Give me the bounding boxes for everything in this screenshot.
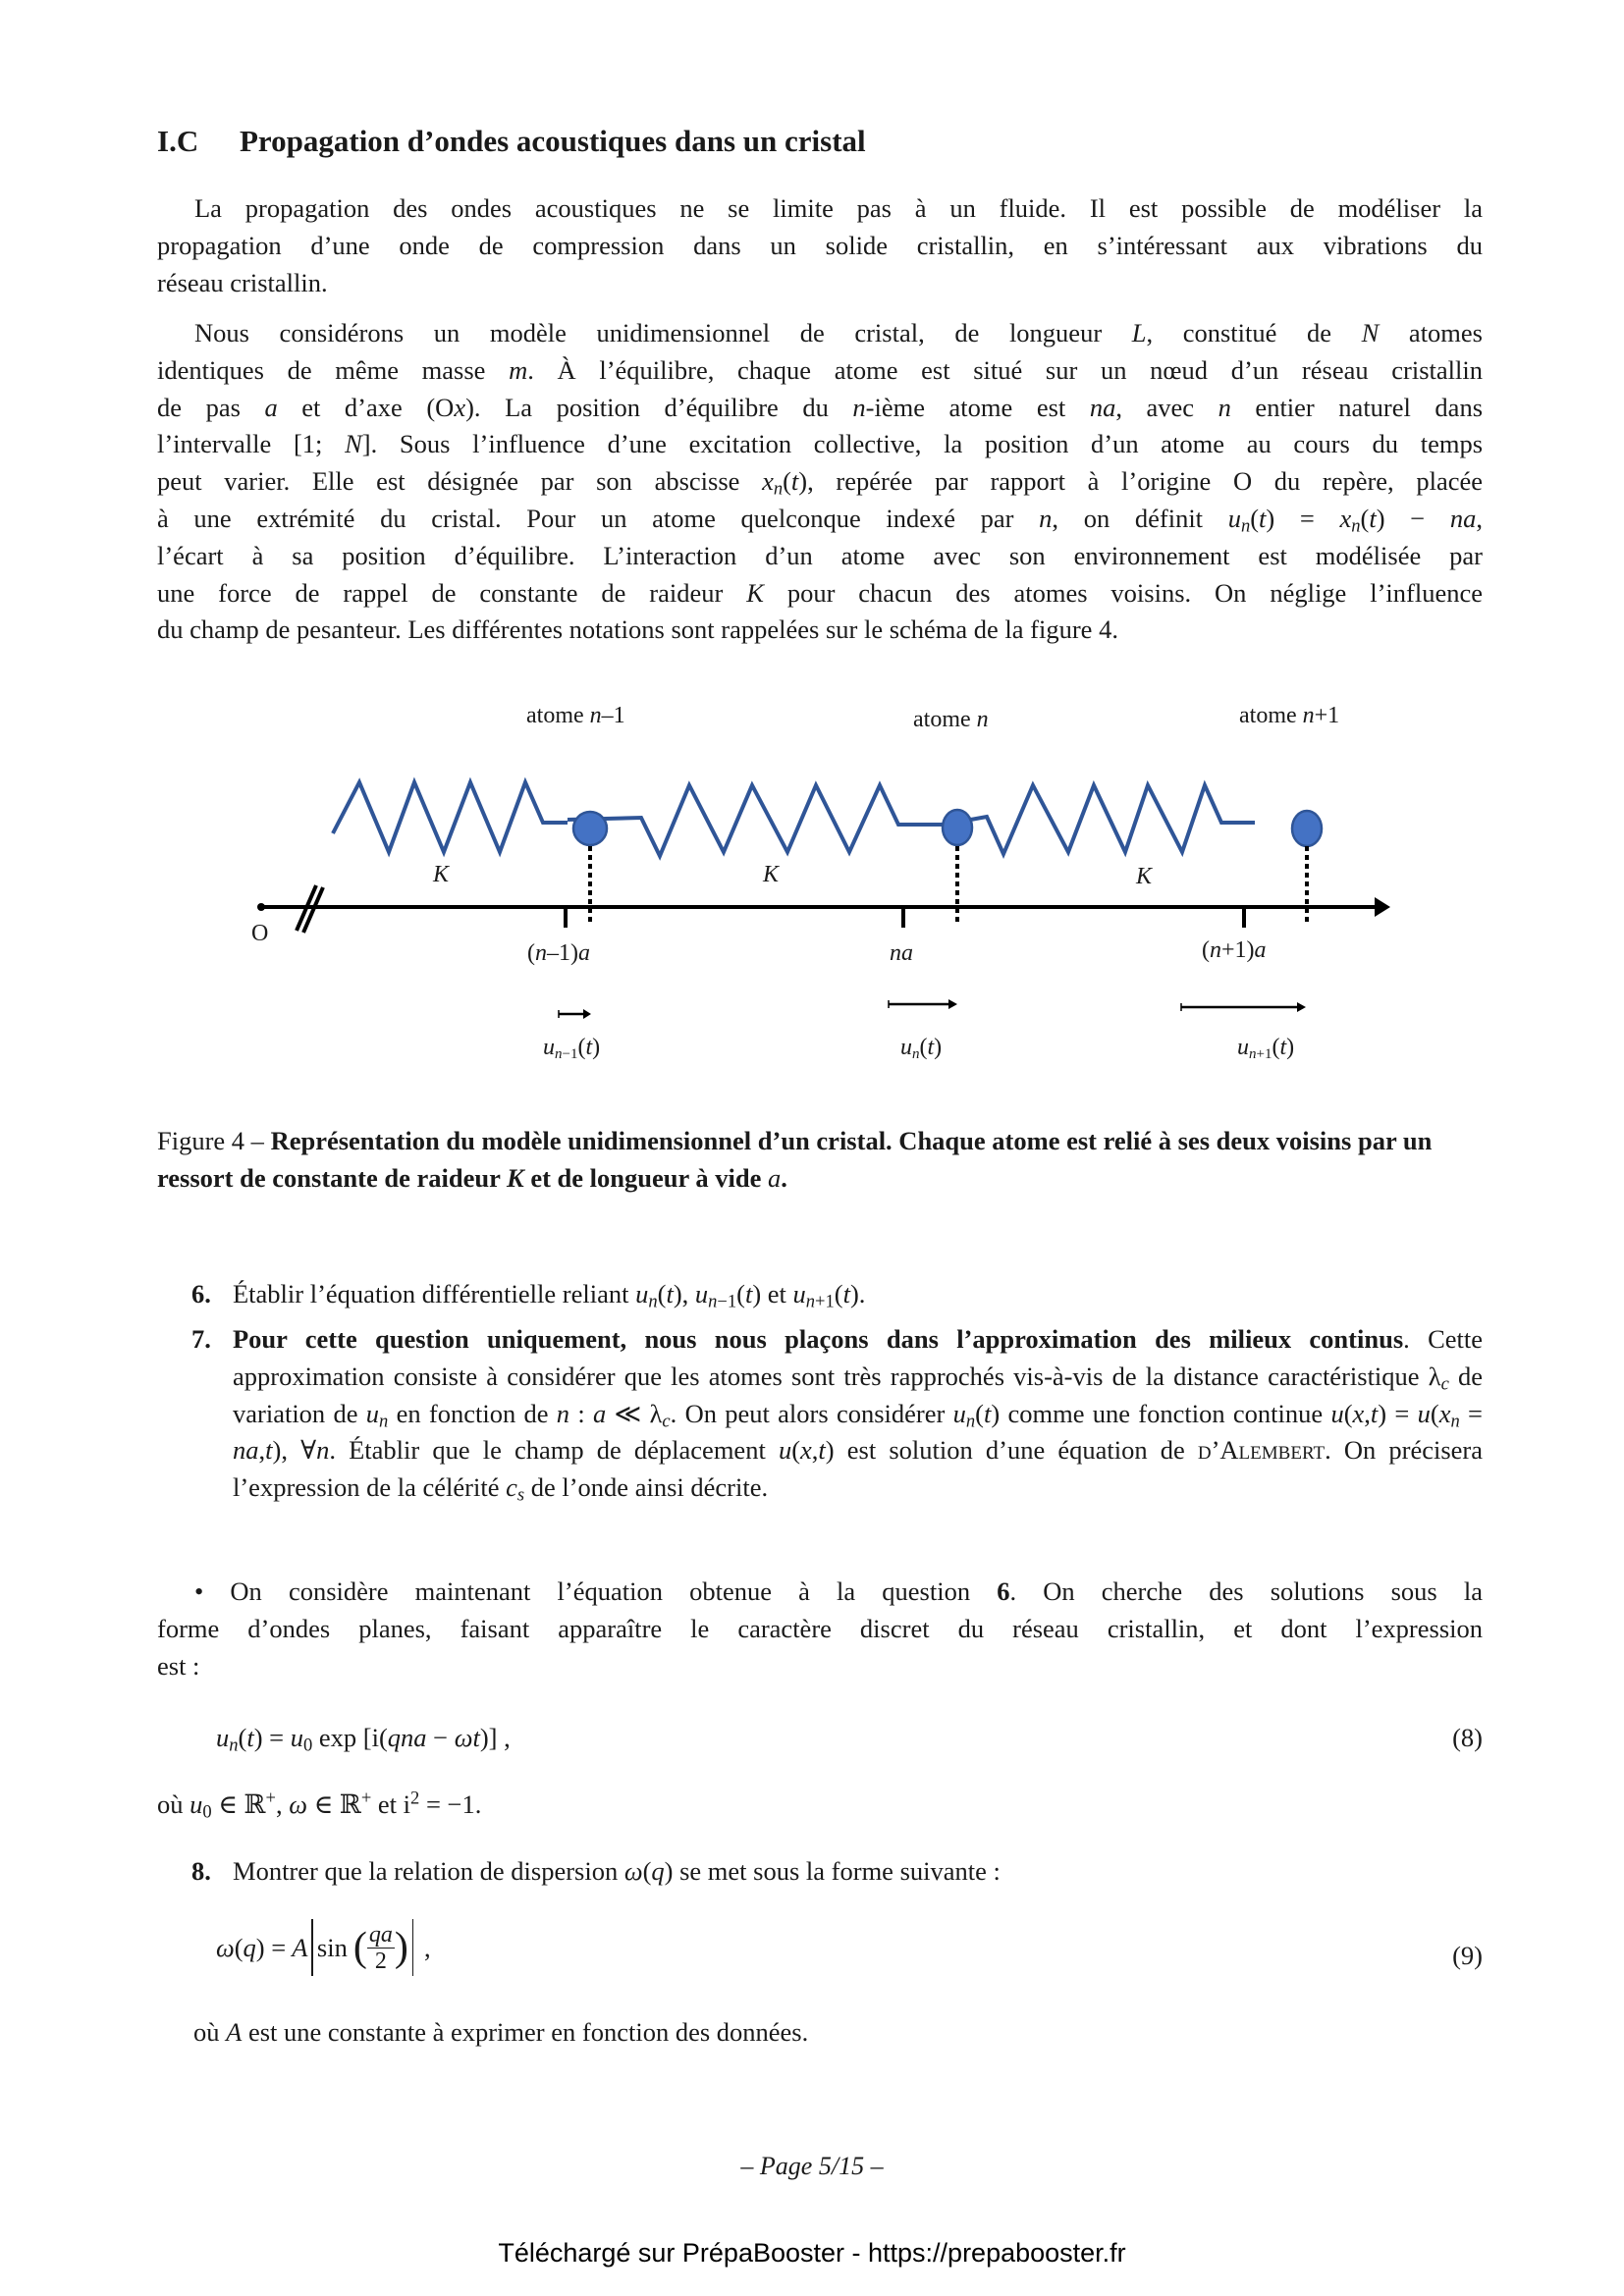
displacement-arrow-n-plus-1-icon <box>1181 1002 1306 1012</box>
atom-n-plus-1-icon <box>1292 811 1322 846</box>
axis-break-icon <box>303 887 323 933</box>
spring-label-k: K <box>433 862 450 887</box>
spring-2-icon <box>568 785 954 856</box>
atom-label-n: atome n <box>913 707 989 732</box>
displacement-arrow-n-minus-1-icon <box>559 1009 591 1019</box>
text-line: une force de rappel de constante de raideur K pour chacun des atomes voisins. On néglige l’influence <box>157 577 1483 608</box>
text-line: l’intervalle [1; N]. Sous l’influence d’une excitation collective, la position d’un atome au cours du temps <box>157 429 1484 459</box>
text-line: réseau cristallin. <box>157 267 328 297</box>
section-heading <box>157 124 866 159</box>
text-line: identiques de même masse m. À l’équilibre, chaque atome est situé sur un nœud d’un réseau cristallin <box>157 354 1483 385</box>
intro-paragraph <box>157 190 1483 301</box>
question-text: Montrer que la relation de dispersion ω(q) se met sous la forme suivante : <box>233 1856 1001 1886</box>
question-7 <box>157 1321 1483 1507</box>
equation-8-note: où $u_0$ ∈ ℝ+, ω ∈ ℝ+ et $i^2 = -1$. <box>157 1788 482 1823</box>
origin-dot-icon <box>257 903 265 911</box>
displacement-label-n: $u_n(t)$ <box>900 1035 943 1062</box>
equation-8 <box>216 1723 1483 1756</box>
text-line: l’écart à sa position d’équilibre. L’interaction d’un atome avec son environnement est modélisée par <box>157 540 1483 570</box>
displacement-arrow-n-icon <box>889 999 957 1009</box>
question-number: 6. <box>191 1279 211 1308</box>
spring-label-k: K <box>763 862 780 887</box>
equation-number: (8) <box>1452 1723 1483 1752</box>
displacement-label-n-minus-1: $u_{n-1}(t)$ <box>543 1035 601 1062</box>
atom-n-icon <box>943 810 972 845</box>
question-8 <box>157 1853 1483 1891</box>
tick-label-n-plus-1: (n+1)a <box>1202 937 1267 963</box>
model-paragraph <box>157 315 1483 649</box>
equation-9 <box>216 1919 1483 1988</box>
page-number: – Page 5/15 – <box>740 2152 884 2180</box>
spring-3-icon <box>954 785 1255 854</box>
text-line: Nous considérons un modèle unidimensionnel de cristal, de longueur L, constitué de N atomes <box>194 318 1483 347</box>
text-line: • On considère maintenant l’équation obtenue à la question 6. On cherche des solutions sous la <box>194 1576 1483 1606</box>
question-text: Établir l’équation différentielle reliant $u_n(t)$, $u_{n-1}(t)$ et $u_{n+1}(t)$. <box>233 1279 866 1312</box>
download-notice: Téléchargé sur PrépaBooster - https://prepabooster.fr <box>498 2238 1126 2268</box>
displacement-label-n-plus-1: $u_{n+1}(t)$ <box>1237 1035 1295 1062</box>
text-line: à une extrémité du cristal. Pour un atome quelconque indexé par n, on définit $u_n(t) = x_n(t)$ − na, <box>157 503 1483 537</box>
text-line: du champ de pesanteur. Les différentes notations sont rappelées sur le schéma de la figure 4. <box>157 614 1118 645</box>
question-number: 7. <box>191 1324 211 1354</box>
text-line: forme d’ondes planes, faisant apparaître le caractère discret du réseau cristallin, et dont l’expression <box>157 1613 1483 1643</box>
figure-caption <box>157 1123 1483 1198</box>
spring-label-k: K <box>1136 864 1153 889</box>
question-text: Pour cette question uniquement, nous nous plaçons dans l’approximation des milieux continus. Cette approximation consiste à considérer que les atomes sont très rapprochés vis-à-vis de la distance caractéristique $\lambda_c$ de variation de $u_n$ en fonction de n : a ≪ $\lambda_c$. On peut alors considérer $u_n(t)$ comme une fonction continue $u(x,t) = u(x_n = na,t)$, ∀n. Établir que le champ de déplacement u(x,t) est solution d’une équation de d’Alembert. On précisera l’expression de la célérité $c_s$ de l’onde ainsi décrite. <box>233 1324 1483 1506</box>
atom-label-n-minus-1: atome n–1 <box>526 703 625 728</box>
tick-label-n-minus-1: (n–1)a <box>527 940 590 966</box>
section-number: I.C <box>157 124 199 158</box>
question-6 <box>157 1276 1483 1313</box>
atom-label-n-plus-1: atome n+1 <box>1239 703 1340 728</box>
atom-n-minus-1-icon <box>573 812 607 845</box>
text-line: de pas a et d’axe (Ox). La position d’équilibre du n-ième atome est na, avec n entier naturel dans <box>157 392 1484 422</box>
axis-arrowhead-icon <box>1375 897 1390 917</box>
bullet-paragraph <box>157 1574 1483 1684</box>
question-number: 8. <box>191 1856 211 1886</box>
section-title: Propagation d’ondes acoustiques dans un cristal <box>240 124 866 158</box>
caption-text: Représentation du modèle unidimensionnel d’un cristal. Chaque atome est relié à ses deux voisins par un ressort de constante de raideur K et de longueur à vide a. <box>157 1126 1433 1193</box>
equation-body: $u_n(t) = u_0$ exp [i(qna − ωt)] , <box>216 1723 511 1756</box>
text-line: peut varier. Elle est désignée par son abscisse $x_n(t)$, repérée par rapport à l’origine O du repère, placée <box>157 466 1483 500</box>
spring-1-icon <box>333 782 568 852</box>
tick-label-n: na <box>890 940 913 966</box>
origin-label: O <box>251 921 269 946</box>
bullet-icon: • <box>194 1576 204 1606</box>
equation-9-note: où A est une constante à exprimer en fonction des données. <box>193 2017 809 2047</box>
equation-number: (9) <box>1452 1941 1483 1970</box>
caption-prefix: Figure 4 – <box>157 1126 271 1155</box>
axis-break-icon <box>297 885 316 931</box>
equation-body: ω ( q ) = A sin ( $\frac{qa}{2}$ ) , <box>216 1919 431 1976</box>
text-line: La propagation des ondes acoustiques ne se limite pas à un fluide. Il est possible de modéliser la <box>194 193 1483 223</box>
text-line: est : <box>157 1650 200 1681</box>
text-line: propagation d’une onde de compression dans un solide cristallin, en s’intéressant aux vibrations du <box>157 230 1483 260</box>
